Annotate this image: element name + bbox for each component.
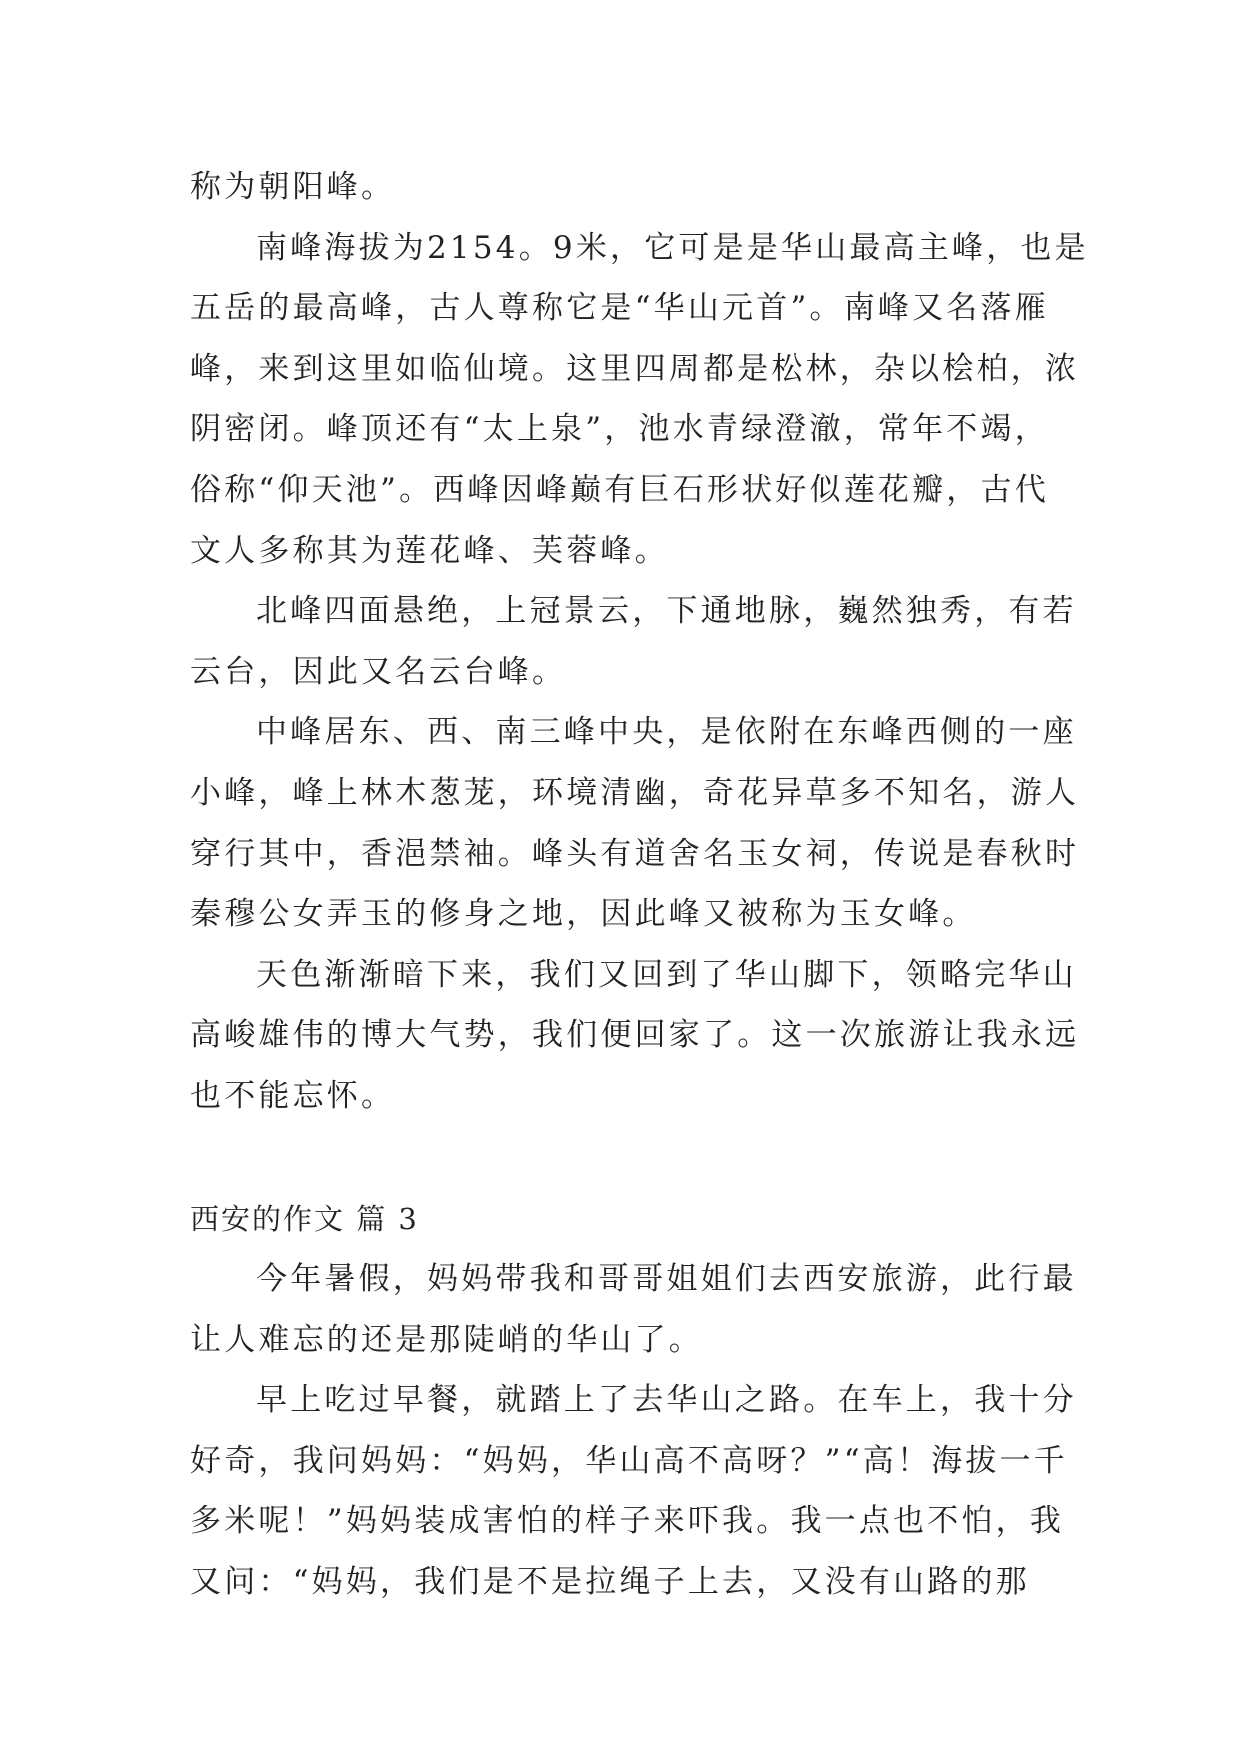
text-line: 多米呢！”妈妈装成害怕的样子来吓我。我一点也不怕，我 [190, 1503, 1065, 1540]
text-line: 阴密闭。峰顶还有“太上泉”，池水青绿澄澈，常年不竭， [190, 411, 1049, 448]
text-line: 高峻雄伟的博大气势，我们便回家了。这一次旅游让我永远 [190, 1017, 1080, 1054]
paragraph-4 [190, 702, 1080, 944]
paragraph-6 [190, 1249, 1077, 1370]
paragraph-2 [190, 218, 1089, 582]
text-line: 秦穆公女弄玉的修身之地，因此峰又被称为玉女峰。 [190, 896, 977, 933]
text-line: 让人难忘的还是那陡峭的华山了。 [190, 1321, 703, 1358]
text-line: 称为朝阳峰。 [190, 169, 396, 205]
paragraph-1 [190, 157, 1050, 218]
text-line: 小峰，峰上林木葱茏，环境清幽，奇花异草多不知名，游人 [190, 774, 1080, 811]
text-line: 峰，来到这里如临仙境。这里四周都是松林，杂以桧柏，浓 [190, 350, 1080, 387]
text-line: 云台，因此又名云台峰。 [190, 653, 567, 690]
text-line: 今年暑假，妈妈带我和哥哥姐姐们去西安旅游，此行最 [256, 1261, 1077, 1298]
text-line: 早上吃过早餐，就踏上了去华山之路。在车上，我十分 [256, 1382, 1077, 1419]
text-line: 好奇，我问妈妈：“妈妈，华山高不高呀？”“高！海拔一千 [190, 1442, 1068, 1479]
text-line: 也不能忘怀。 [190, 1077, 396, 1114]
text-line: 又问：“妈妈，我们是不是拉绳子上去，又没有山路的那 [190, 1564, 1030, 1601]
text-line: 南峰海拔为2154。9米，它可是是华山最高主峰，也是 [256, 229, 1089, 266]
document-page [190, 157, 1089, 1613]
text-line: 五岳的最高峰，古人尊称它是“华山元首”。南峰又名落雁 [190, 290, 1049, 327]
text-line: 穿行其中，香浥禁袖。峰头有道舍名玉女祠，传说是春秋时 [190, 835, 1080, 872]
text-line: 文人多称其为莲花峰、芙蓉峰。 [190, 532, 669, 569]
paragraph-7 [190, 1370, 1077, 1612]
paragraph-5 [190, 945, 1080, 1127]
section-heading: 西安的作文 篇 3 [190, 1201, 419, 1236]
section-gap [190, 1127, 1050, 1189]
paragraph-3 [190, 581, 1077, 702]
text-line: 俗称“仰天池”。西峰因峰巅有巨石形状好似莲花瓣，古代 [190, 471, 1049, 508]
text-line: 北峰四面悬绝，上冠景云，下通地脉，巍然独秀，有若 [256, 593, 1077, 630]
text-line: 天色渐渐暗下来，我们又回到了华山脚下，领略完华山 [256, 956, 1077, 993]
text-line: 中峰居东、西、南三峰中央，是依附在东峰西侧的一座 [256, 714, 1077, 751]
